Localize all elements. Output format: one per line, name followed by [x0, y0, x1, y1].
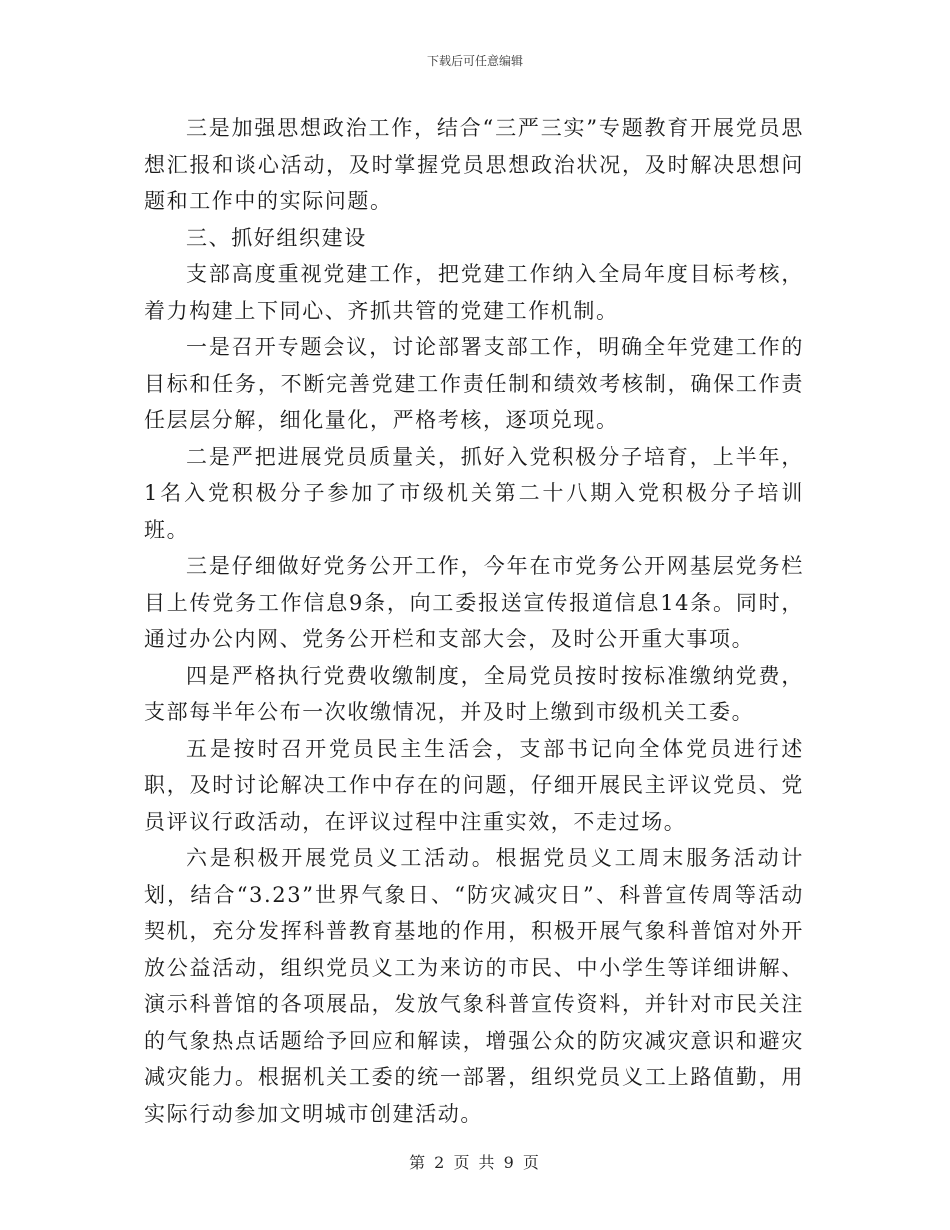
paragraph-item-two: 二是严把进展党员质量关，抓好入党积极分子培育，上半年，1名入党积极分子参加了市级机关第二十八期入党积极分子培训班。	[144, 444, 804, 542]
section-heading-organization: 三、抓好组织建设	[186, 225, 367, 250]
paragraph-thought-work: 三是加强思想政治工作，结合“三严三实”专题教育开展党员思想汇报和谈心活动，及时掌握党员思想政治状况，及时解决思想问题和工作中的实际问题。	[144, 116, 804, 213]
document-body	[144, 110, 804, 1132]
paragraph-item-four: 四是严格执行党费收缴制度，全局党员按时按标准缴纳党费，支部每半年公布一次收缴情况，并及时上缴到市级机关工委。	[144, 663, 804, 724]
paragraph-item-five: 五是按时召开党员民主生活会，支部书记向全体党员进行述职，及时讨论解决工作中存在的问题，仔细开展民主评议党员、党员评议行政活动，在评议过程中注重实效，不走过场。	[144, 736, 804, 834]
paragraph-item-six: 六是积极开展党员义工活动。根据党员义工周末服务活动计划，结合“3.23”世界气象日、“防灾减灾日”、科普宣传周等活动契机，充分发挥科普教育基地的作用，积极开展气象科普馆对外开放公益活动，组织党员义工为来访的市民、中小学生等详细讲解、演示科普馆的各项展品，发放气象科普宣传资料，并针对市民关注的气象热点话题给予回应和解读，增强公众的防灾减灾意识和避灾减灾能力。根据机关工委的统一部署，组织党员义工上路值勤，用实际行动参加文明城市创建活动。	[144, 846, 804, 1126]
paragraph-branch-overview: 支部高度重视党建工作，把党建工作纳入全局年度目标考核，着力构建上下同心、齐抓共管的党建工作机制。	[144, 262, 804, 323]
page-number: 第 2 页 共 9 页	[409, 1153, 541, 1172]
paragraph-item-one: 一是召开专题会议，讨论部署支部工作，明确全年党建工作的目标和任务，不断完善党建工作责任制和绩效考核制，确保工作责任层层分解，细化量化，严格考核，逐项兑现。	[144, 335, 804, 432]
paragraph-item-three: 三是仔细做好党务公开工作，今年在市党务公开网基层党务栏目上传党务工作信息9条，向工委报送宣传报道信息14条。同时，通过办公内网、党务公开栏和支部大会，及时公开重大事项。	[144, 554, 804, 651]
page-header: 下载后可任意编辑	[426, 54, 523, 68]
